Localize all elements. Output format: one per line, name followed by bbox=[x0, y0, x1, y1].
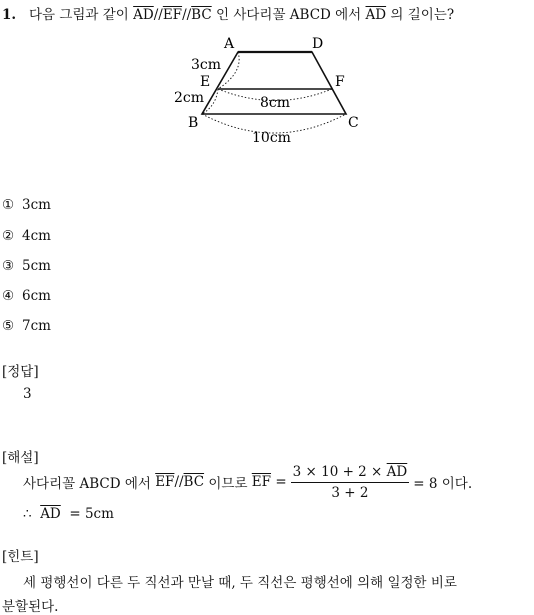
choice-1-text: 3cm bbox=[22, 197, 51, 213]
explanation-segment-ef: $\overline{EF}$ bbox=[155, 474, 175, 490]
fraction-denominator: 3 + 2 bbox=[331, 484, 369, 501]
question-line bbox=[2, 3, 454, 23]
question-text-a: 다음 그림과 같이 bbox=[28, 7, 129, 23]
label-eb-length: 2cm bbox=[174, 90, 205, 106]
parallel-sep-1: // bbox=[153, 7, 163, 23]
choice-5[interactable] bbox=[2, 318, 51, 334]
fraction-numerator bbox=[291, 464, 410, 483]
explanation-text-b: 이므로 bbox=[208, 476, 248, 492]
fraction-numerator-text: 3 × 10 + 2 × bbox=[292, 463, 383, 480]
segment-bc: $\overline{BC}$ bbox=[191, 7, 212, 23]
choice-1[interactable] bbox=[2, 197, 51, 213]
explanation-segment-ef-2: $\overline{EF}$ bbox=[251, 474, 272, 490]
explanation-fraction bbox=[291, 464, 410, 501]
choice-3-text: 5cm bbox=[22, 258, 51, 274]
parallel-sep-2: // bbox=[182, 7, 192, 23]
trapezoid-figure bbox=[168, 34, 368, 146]
answer-value: 3 bbox=[23, 386, 32, 402]
choice-4-text: 6cm bbox=[22, 288, 51, 304]
choice-2[interactable] bbox=[2, 228, 51, 244]
label-d: D bbox=[312, 36, 324, 52]
label-ae-length: 3cm bbox=[191, 57, 222, 73]
fraction-numerator-segment: $\overline{AD}$ bbox=[386, 463, 408, 480]
label-bc-length: 10cm bbox=[252, 130, 291, 146]
label-ef-length: 8cm bbox=[260, 95, 291, 111]
explanation-text-a: 사다리꼴 ABCD 에서 bbox=[23, 476, 151, 492]
choice-3-mark: ③ bbox=[2, 258, 15, 274]
choice-5-mark: ⑤ bbox=[2, 318, 15, 334]
label-b: B bbox=[188, 115, 199, 131]
hint-label: [힌트] bbox=[2, 549, 39, 565]
label-e: E bbox=[200, 74, 211, 90]
explanation-line-2 bbox=[23, 506, 114, 522]
answer-label: [정답] bbox=[2, 364, 39, 380]
segment-ad-2: $\overline{AD}$ bbox=[365, 7, 387, 23]
choice-4-mark: ④ bbox=[2, 288, 15, 304]
explanation-line-1 bbox=[23, 462, 472, 502]
choice-3[interactable] bbox=[2, 258, 51, 274]
question-text-c: 의 길이는? bbox=[390, 7, 455, 23]
question-text-b: 인 사다리꼴 ABCD 에서 bbox=[215, 7, 362, 23]
label-f: F bbox=[335, 74, 345, 90]
explanation-segment-bc: $\overline{BC}$ bbox=[183, 474, 205, 490]
explanation-result: = 5cm bbox=[69, 506, 114, 522]
choice-4[interactable] bbox=[2, 288, 51, 304]
choice-5-text: 7cm bbox=[22, 318, 51, 334]
explanation-eq-2: = 8 이다. bbox=[413, 476, 473, 492]
therefore-symbol: ∴ bbox=[23, 506, 32, 522]
explanation-label: [해설] bbox=[2, 450, 39, 466]
hint-line-1: 세 평행선이 다른 두 직선과 만날 때, 두 직선은 평행선에 의해 일정한 비로 bbox=[23, 575, 457, 591]
question-number: 1. bbox=[2, 7, 17, 23]
label-a: A bbox=[224, 36, 235, 52]
segment-ef: $\overline{EF}$ bbox=[162, 7, 183, 23]
segment-ad: $\overline{AD}$ bbox=[133, 7, 154, 23]
hint-line-2: 분할된다. bbox=[2, 599, 59, 615]
label-c: C bbox=[348, 115, 359, 131]
choice-1-mark: ① bbox=[2, 197, 15, 213]
choice-2-mark: ② bbox=[2, 228, 15, 244]
explanation-eq-1: = bbox=[275, 474, 287, 490]
result-segment-ad: $\overline{AD}$ bbox=[40, 506, 61, 522]
explanation-parallel-sep: // bbox=[174, 474, 184, 490]
choice-2-text: 4cm bbox=[22, 228, 51, 244]
arc-ae bbox=[218, 52, 239, 89]
